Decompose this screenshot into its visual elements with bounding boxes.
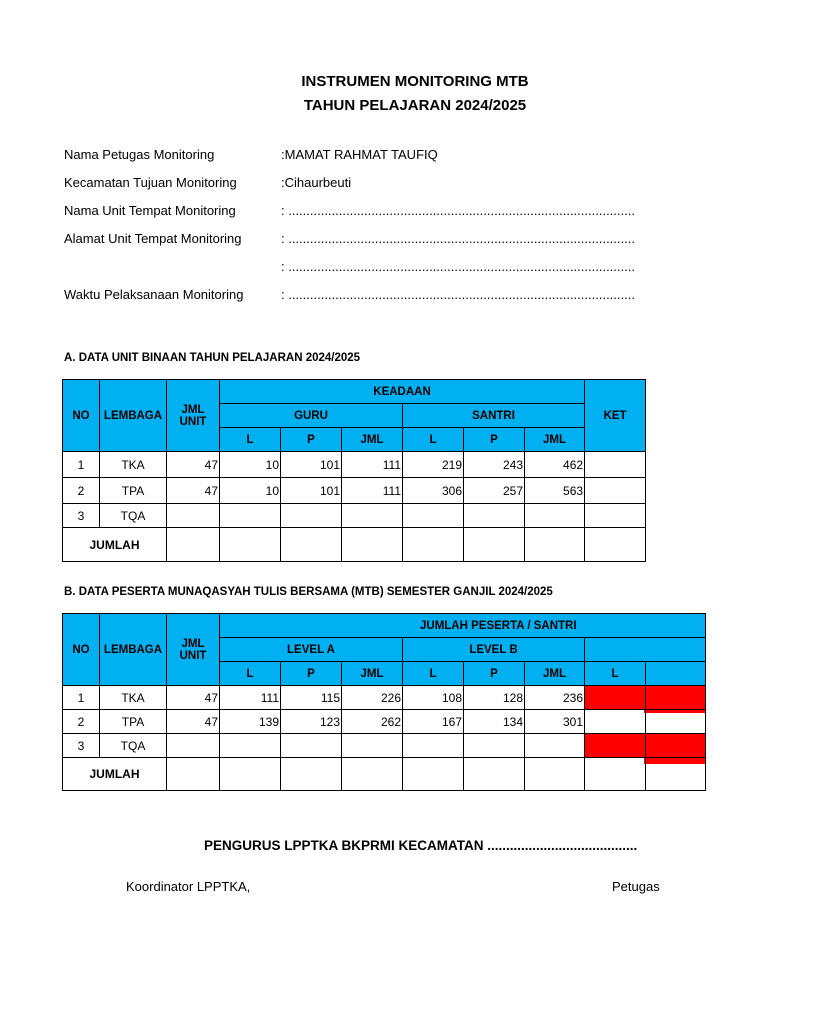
col-jml-unit: JML UNIT bbox=[167, 380, 220, 452]
cell-a-jml: 226 bbox=[342, 686, 403, 710]
cell-b-p: 128 bbox=[464, 686, 525, 710]
col-c-p bbox=[646, 662, 706, 686]
cell-b-jml bbox=[525, 734, 585, 758]
total-b-jml bbox=[525, 758, 585, 791]
cell-b-l: 167 bbox=[403, 710, 464, 734]
info-value: :Cihaurbeuti bbox=[281, 175, 352, 190]
info-value: : ................................................................................................ bbox=[281, 203, 635, 218]
cell-ket bbox=[585, 504, 646, 528]
cell-b-l: 108 bbox=[403, 686, 464, 710]
col-ket: KET bbox=[585, 380, 646, 452]
cell-santri-l bbox=[403, 504, 464, 528]
cell-jml-unit: 47 bbox=[167, 686, 220, 710]
col-no: NO bbox=[63, 380, 100, 452]
cell-jml-unit: 47 bbox=[167, 710, 220, 734]
col-no: NO bbox=[63, 614, 100, 686]
signature-left: Koordinator LPPTKA, bbox=[126, 879, 251, 894]
total-label: JUMLAH bbox=[63, 758, 167, 791]
section-b-title: B. DATA PESERTA MUNAQASYAH TULIS BERSAMA (MTB) SEMESTER GANJIL 2024/2025 bbox=[64, 586, 553, 598]
cell-santri-p: 257 bbox=[464, 478, 525, 504]
cell-no: 1 bbox=[63, 452, 100, 478]
col-guru-jml: JML bbox=[342, 428, 403, 452]
cell-guru-p: 101 bbox=[281, 478, 342, 504]
col-b-l: L bbox=[403, 662, 464, 686]
info-label: Kecamatan Tujuan Monitoring bbox=[64, 175, 237, 190]
cell-jml-unit bbox=[167, 504, 220, 528]
table-row bbox=[63, 686, 706, 710]
table-row bbox=[63, 452, 646, 478]
cell-no: 1 bbox=[63, 686, 100, 710]
total-ket bbox=[585, 528, 646, 562]
info-label: Nama Petugas Monitoring bbox=[64, 147, 215, 162]
cell-no: 3 bbox=[63, 504, 100, 528]
cell-guru-jml: 111 bbox=[342, 452, 403, 478]
total-a-p bbox=[281, 758, 342, 791]
cell-santri-l: 219 bbox=[403, 452, 464, 478]
cell-santri-jml bbox=[525, 504, 585, 528]
cell-lembaga: TPA bbox=[100, 710, 167, 734]
total-b-p bbox=[464, 758, 525, 791]
table-b bbox=[62, 613, 706, 791]
table-row bbox=[63, 478, 646, 504]
cell-ket bbox=[585, 478, 646, 504]
table-row bbox=[63, 710, 706, 734]
cell-b-l bbox=[403, 734, 464, 758]
cell-a-p bbox=[281, 734, 342, 758]
cell-santri-p: 243 bbox=[464, 452, 525, 478]
cell-santri-l: 306 bbox=[403, 478, 464, 504]
cell-c-l bbox=[585, 710, 646, 734]
col-santri-l: L bbox=[403, 428, 464, 452]
cell-no: 2 bbox=[63, 710, 100, 734]
cell-guru-p bbox=[281, 504, 342, 528]
col-level-a: LEVEL A bbox=[220, 638, 403, 662]
info-label: Alamat Unit Tempat Monitoring bbox=[64, 231, 242, 246]
cell-no: 3 bbox=[63, 734, 100, 758]
total-santri-p bbox=[464, 528, 525, 562]
total-a-jml bbox=[342, 758, 403, 791]
total-santri-l bbox=[403, 528, 464, 562]
total-jml-unit bbox=[167, 528, 220, 562]
cell-c-l-highlight bbox=[585, 734, 646, 758]
cell-a-jml: 262 bbox=[342, 710, 403, 734]
signature-right: Petugas bbox=[612, 879, 660, 894]
cell-b-jml: 236 bbox=[525, 686, 585, 710]
table-row bbox=[63, 504, 646, 528]
col-jumlah-peserta: JUMLAH PESERTA / SANTRI bbox=[220, 614, 706, 638]
cell-jml-unit bbox=[167, 734, 220, 758]
cell-guru-l: 10 bbox=[220, 478, 281, 504]
col-santri: SANTRI bbox=[403, 404, 585, 428]
cell-guru-l bbox=[220, 504, 281, 528]
cell-lembaga: TQA bbox=[100, 504, 167, 528]
cell-no: 2 bbox=[63, 478, 100, 504]
col-lembaga: LEMBAGA bbox=[100, 614, 167, 686]
info-value: : ................................................................................................ bbox=[281, 287, 635, 302]
title-line-1: INSTRUMEN MONITORING MTB bbox=[301, 73, 529, 90]
cell-lembaga: TKA bbox=[100, 686, 167, 710]
cell-a-l: 139 bbox=[220, 710, 281, 734]
total-row bbox=[63, 758, 706, 791]
cell-a-l bbox=[220, 734, 281, 758]
table-row bbox=[63, 734, 706, 758]
col-b-p: P bbox=[464, 662, 525, 686]
total-jml-unit bbox=[167, 758, 220, 791]
cell-lembaga: TQA bbox=[100, 734, 167, 758]
total-guru-l bbox=[220, 528, 281, 562]
cell-jml-unit: 47 bbox=[167, 452, 220, 478]
cell-ket bbox=[585, 452, 646, 478]
total-santri-jml bbox=[525, 528, 585, 562]
total-a-l bbox=[220, 758, 281, 791]
title-line-2: TAHUN PELAJARAN 2024/2025 bbox=[303, 97, 527, 114]
cell-santri-jml: 462 bbox=[525, 452, 585, 478]
total-c-p bbox=[646, 758, 706, 791]
col-jml-unit: JML UNIT bbox=[167, 614, 220, 686]
col-lembaga: LEMBAGA bbox=[100, 380, 167, 452]
col-a-l: L bbox=[220, 662, 281, 686]
col-level-b: LEVEL B bbox=[403, 638, 585, 662]
col-b-jml: JML bbox=[525, 662, 585, 686]
cell-c-l-highlight bbox=[585, 686, 646, 710]
col-santri-jml: JML bbox=[525, 428, 585, 452]
info-label: Waktu Pelaksanaan Monitoring bbox=[64, 287, 244, 302]
cell-a-p: 115 bbox=[281, 686, 342, 710]
total-row bbox=[63, 528, 646, 562]
cell-c-p-highlight bbox=[646, 734, 706, 758]
col-c-l: L bbox=[585, 662, 646, 686]
cell-santri-p bbox=[464, 504, 525, 528]
col-a-jml: JML bbox=[342, 662, 403, 686]
cell-c-p-highlight bbox=[646, 686, 706, 710]
cell-a-jml bbox=[342, 734, 403, 758]
col-keadaan: KEADAAN bbox=[220, 380, 585, 404]
col-guru-p: P bbox=[281, 428, 342, 452]
info-value: : ................................................................................................ bbox=[281, 231, 635, 246]
cell-a-p: 123 bbox=[281, 710, 342, 734]
cell-lembaga: TPA bbox=[100, 478, 167, 504]
cell-jml-unit: 47 bbox=[167, 478, 220, 504]
cell-lembaga: TKA bbox=[100, 452, 167, 478]
info-label: Nama Unit Tempat Monitoring bbox=[64, 203, 236, 218]
total-label: JUMLAH bbox=[63, 528, 167, 562]
cell-b-p bbox=[464, 734, 525, 758]
total-b-l bbox=[403, 758, 464, 791]
cell-guru-jml: 111 bbox=[342, 478, 403, 504]
footer-title: PENGURUS LPPTKA BKPRMI KECAMATAN ........................................ bbox=[204, 838, 638, 853]
cell-a-l: 111 bbox=[220, 686, 281, 710]
table-a bbox=[62, 379, 646, 562]
col-santri-p: P bbox=[464, 428, 525, 452]
total-guru-p bbox=[281, 528, 342, 562]
cell-guru-l: 10 bbox=[220, 452, 281, 478]
cell-b-p: 134 bbox=[464, 710, 525, 734]
col-a-p: P bbox=[281, 662, 342, 686]
total-guru-jml bbox=[342, 528, 403, 562]
section-a-title: A. DATA UNIT BINAAN TAHUN PELAJARAN 2024/2025 bbox=[64, 352, 361, 364]
cell-guru-p: 101 bbox=[281, 452, 342, 478]
info-value: :MAMAT RAHMAT TAUFIQ bbox=[281, 147, 438, 162]
cell-santri-jml: 563 bbox=[525, 478, 585, 504]
cell-guru-jml bbox=[342, 504, 403, 528]
cell-c-p bbox=[646, 710, 706, 734]
col-guru-l: L bbox=[220, 428, 281, 452]
col-level-c bbox=[585, 638, 706, 662]
info-value: : ................................................................................................ bbox=[281, 259, 635, 274]
cell-b-jml: 301 bbox=[525, 710, 585, 734]
col-guru: GURU bbox=[220, 404, 403, 428]
total-c-l bbox=[585, 758, 646, 791]
